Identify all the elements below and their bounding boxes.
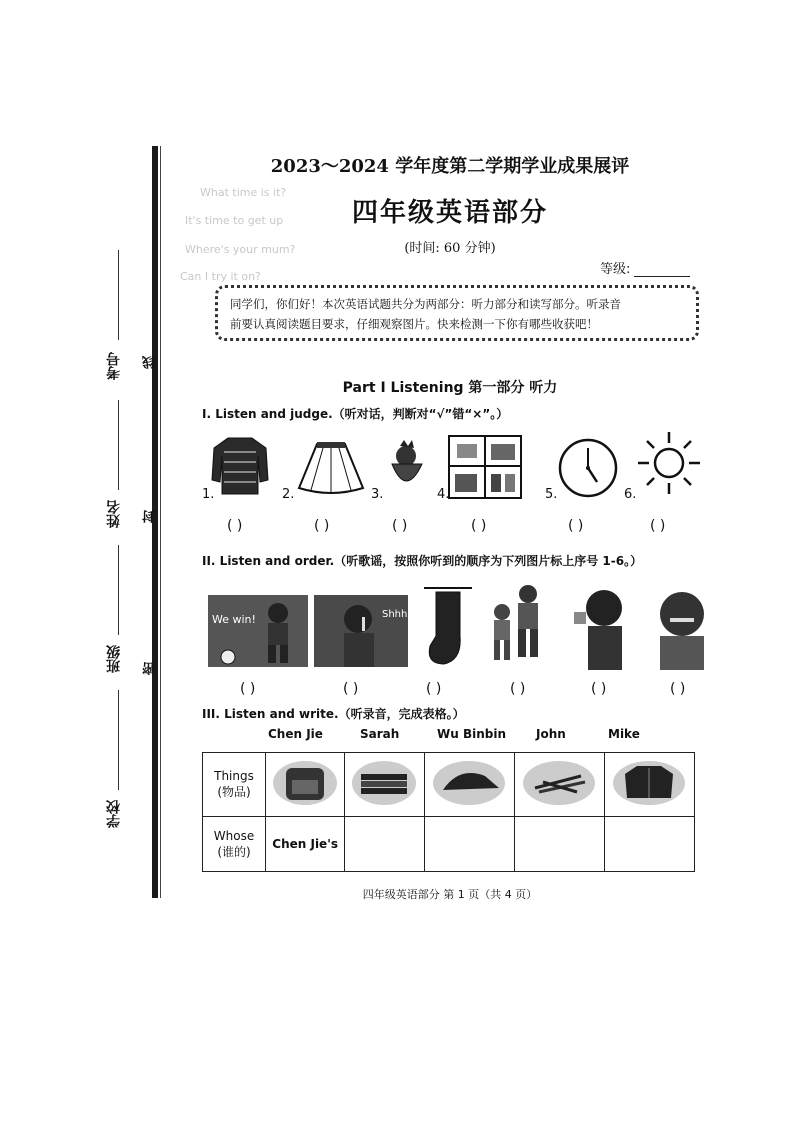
boy-brushing-teeth-icon bbox=[650, 586, 714, 670]
sock-icon bbox=[420, 580, 476, 670]
show-through-text: Can I try it on? bbox=[180, 270, 261, 283]
row-header-en: Whose bbox=[213, 828, 255, 843]
answer-blank[interactable]: ( ) bbox=[314, 518, 330, 534]
sun-icon bbox=[636, 430, 702, 496]
order-blank[interactable]: ( ) bbox=[343, 681, 359, 697]
answer-blank[interactable]: ( ) bbox=[392, 518, 408, 534]
show-through-text: Where's your mum? bbox=[185, 243, 296, 256]
grade-field bbox=[600, 258, 690, 277]
name-label: 姓名 bbox=[106, 500, 122, 528]
item-number: 4. bbox=[437, 487, 450, 502]
speech-text: Shhh bbox=[382, 609, 408, 620]
answer-table bbox=[202, 752, 695, 872]
part-heading: Part I Listening 第一部分 听力 bbox=[342, 380, 558, 396]
row-header bbox=[203, 753, 266, 817]
jacket-icon bbox=[609, 758, 689, 808]
class-label: 班级 bbox=[106, 645, 122, 673]
order-blank[interactable]: ( ) bbox=[591, 681, 607, 697]
clock-icon bbox=[557, 437, 619, 499]
school-label: 学校 bbox=[106, 800, 122, 828]
answer-blank[interactable]: ( ) bbox=[568, 518, 584, 534]
owner-blank[interactable] bbox=[345, 817, 424, 872]
name-blank bbox=[118, 400, 119, 490]
section-3-title: III. Listen and write.（听录音，完成表格。） bbox=[202, 707, 465, 721]
row-header-cn: (谁的) bbox=[217, 844, 251, 859]
table-row-whose bbox=[203, 817, 695, 872]
item-number: 5. bbox=[545, 487, 558, 502]
student-name: Wu Binbin bbox=[437, 727, 507, 741]
table-cell bbox=[604, 753, 694, 817]
answer-blank[interactable]: ( ) bbox=[471, 518, 487, 534]
order-blank[interactable]: ( ) bbox=[670, 681, 686, 697]
item-number: 1. bbox=[202, 487, 215, 502]
seal-text: 线 bbox=[143, 356, 158, 369]
books-icon bbox=[349, 758, 419, 808]
girl-drinking-icon bbox=[570, 586, 628, 670]
school-blank bbox=[118, 690, 119, 790]
row-header-en: Things bbox=[214, 769, 254, 783]
student-name: John bbox=[536, 727, 566, 741]
owner-blank[interactable] bbox=[424, 817, 514, 872]
page-footer: 四年级英语部分 第 1 页（共 4 页） bbox=[362, 888, 538, 901]
show-through-text: It's time to get up bbox=[185, 214, 284, 227]
table-cell bbox=[345, 753, 424, 817]
table-row-things bbox=[203, 753, 695, 817]
class-blank bbox=[118, 545, 119, 635]
order-blank[interactable]: ( ) bbox=[426, 681, 442, 697]
table-cell bbox=[514, 753, 604, 817]
binding-line-thin bbox=[160, 146, 161, 898]
table-cell bbox=[266, 753, 345, 817]
section-2-title: II. Listen and order.（听歌谣，按照你听到的顺序为下列图片标上序号 1-6。） bbox=[202, 554, 643, 568]
item-number: 6. bbox=[624, 487, 637, 502]
schoolbag-icon bbox=[270, 758, 340, 808]
boy-quiet-icon bbox=[314, 595, 408, 667]
row-header bbox=[203, 817, 266, 872]
student-name: Sarah bbox=[360, 727, 400, 741]
owner-blank[interactable] bbox=[514, 817, 604, 872]
owner-cell: Chen Jie's bbox=[266, 817, 345, 872]
picture-shhh bbox=[314, 595, 408, 667]
answer-blank[interactable]: ( ) bbox=[227, 518, 243, 534]
instructions-line: 同学们，你们好！本次英语试题共分为两部分：听力部分和读写部分。听录音 bbox=[230, 297, 621, 311]
answer-blank[interactable]: ( ) bbox=[650, 518, 666, 534]
two-boys-icon bbox=[488, 582, 546, 670]
item-number: 2. bbox=[282, 487, 295, 502]
house-icon bbox=[447, 432, 525, 500]
cap-icon bbox=[429, 758, 509, 808]
instructions-box bbox=[215, 285, 699, 341]
order-blank[interactable]: ( ) bbox=[510, 681, 526, 697]
pencils-icon bbox=[519, 758, 599, 808]
exam-no-label: 考号 bbox=[106, 352, 122, 380]
rooster-icon bbox=[386, 440, 428, 500]
instructions-line: 前要认真阅读题目要求，仔细观察图片。快来检测一下你有哪些收获吧！ bbox=[230, 317, 598, 331]
grade-label: 等级: bbox=[600, 262, 631, 277]
sweater-icon bbox=[210, 432, 270, 497]
skirt-icon bbox=[297, 440, 365, 495]
student-name: Chen Jie bbox=[268, 727, 323, 741]
section-1-title: I. Listen and judge.（听对话，判断对“√”错“×”。） bbox=[202, 407, 509, 421]
order-blank[interactable]: ( ) bbox=[240, 681, 256, 697]
exam-no-blank bbox=[118, 250, 119, 340]
owner-blank[interactable] bbox=[604, 817, 694, 872]
item-number: 3. bbox=[371, 487, 384, 502]
table-cell bbox=[424, 753, 514, 817]
seal-text: 密 bbox=[143, 662, 158, 675]
boy-soccer-icon bbox=[208, 595, 308, 667]
seal-text: 封 bbox=[143, 510, 158, 523]
paper-subtitle: 四年级英语部分 bbox=[351, 198, 548, 228]
row-header-cn: (物品) bbox=[217, 785, 251, 799]
exam-title: 2023～2024 学年度第二学期学业成果展评 bbox=[270, 156, 630, 177]
show-through-text: What time is it? bbox=[200, 186, 287, 199]
student-name: Mike bbox=[608, 727, 640, 741]
time-limit: (时间: 60 分钟) bbox=[404, 241, 496, 256]
picture-we-win bbox=[208, 595, 308, 667]
speech-text: We win! bbox=[212, 613, 256, 626]
grade-blank[interactable] bbox=[634, 264, 690, 277]
